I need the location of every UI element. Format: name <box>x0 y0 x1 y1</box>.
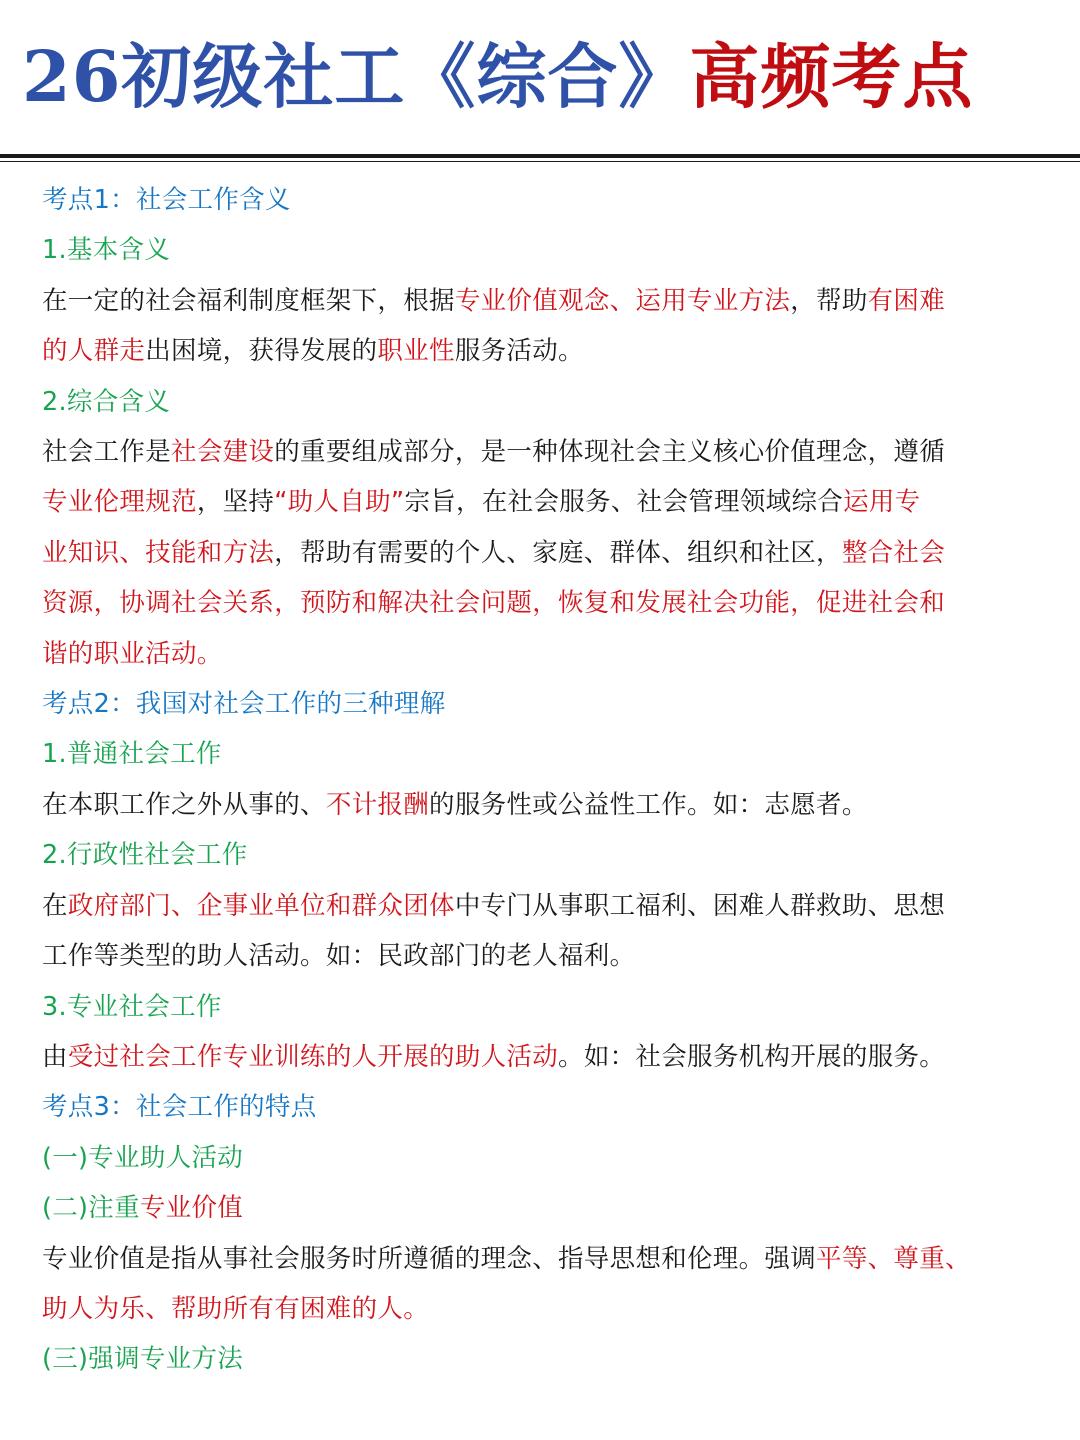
section-heading <box>42 679 1042 729</box>
body-line <box>42 1234 1042 1284</box>
page-header <box>0 0 1080 160</box>
subsection-heading <box>42 729 1042 779</box>
title-highlight: 高频考点 <box>689 35 974 118</box>
text-segment: 2.行政性社会工作 <box>42 840 248 871</box>
notes-content <box>42 175 1042 1385</box>
subsection-heading <box>42 982 1042 1032</box>
highlight-text: 专业价值 <box>139 1193 244 1224</box>
text-segment: 考点1：社会工作含义 <box>42 185 291 215</box>
highlight-text: 平等、尊重、 <box>816 1243 971 1274</box>
highlight-text: 运用专 <box>843 487 921 518</box>
highlight-text: 谐的职业活动。 <box>42 638 223 669</box>
subsection-heading <box>42 830 1042 880</box>
text-segment: 的重要组成部分，是一种体现社会主义核心价值理念，遵循 <box>274 437 946 468</box>
body-line <box>42 1032 1042 1082</box>
highlight-text: 整合社会 <box>841 537 946 568</box>
text-segment: ，坚持 <box>196 487 275 518</box>
text-segment: 在 <box>42 890 68 921</box>
text-segment: 考点2：我国对社会工作的三种理解 <box>42 689 446 720</box>
body-line <box>42 276 1042 326</box>
text-segment: (二)注重 <box>42 1193 140 1224</box>
body-line <box>42 427 1042 477</box>
header-divider-thin <box>0 161 1080 162</box>
body-line <box>42 578 1042 628</box>
text-segment: 在一定的社会福利制度框架下，根据 <box>42 285 455 316</box>
body-line <box>42 326 1042 376</box>
text-segment: 2.综合含义 <box>42 386 171 417</box>
section-heading <box>42 1082 1042 1132</box>
text-segment: 考点3：社会工作的特点 <box>42 1092 317 1123</box>
section-heading <box>42 175 1042 225</box>
highlight-text: 业知识、技能和方法 <box>42 537 275 568</box>
text-segment: 出困境，获得发展的 <box>145 336 378 367</box>
highlight-text: 受过社会工作专业训练的人开展的助人活动 <box>67 1041 559 1072</box>
subsection-heading <box>42 377 1042 427</box>
text-segment: 在本职工作之外从事的、 <box>42 789 326 820</box>
body-line <box>42 629 1042 679</box>
highlight-text: 社会建设 <box>171 437 275 468</box>
title-main: 26初级社工《综合》 <box>22 35 690 118</box>
subsection-heading <box>42 1183 1042 1233</box>
highlight-text: 不计报酬 <box>325 789 430 820</box>
highlight-text: 专业价值观念、运用专业方法 <box>454 285 791 316</box>
text-segment: 1.基本含义 <box>42 235 171 266</box>
highlight-text: 助人为乐、帮助所有有困难的人。 <box>42 1293 430 1324</box>
text-segment: 服务活动。 <box>454 336 584 367</box>
highlight-text: 专业伦理规范 <box>42 487 197 518</box>
body-line <box>42 528 1042 578</box>
text-segment: 3.专业社会工作 <box>42 991 222 1022</box>
subsection-heading <box>42 1133 1042 1183</box>
header-divider-thick <box>0 154 1080 158</box>
text-segment: 由 <box>42 1041 68 1072</box>
highlight-text: 资源，协调社会关系，预防和解决社会问题，恢复和发展社会功能，促进社会和 <box>42 588 946 619</box>
highlight-text: “助人自助” <box>274 487 405 518</box>
text-segment: 宗旨，在社会服务、社会管理领域综合 <box>404 487 844 518</box>
page-title <box>22 22 973 132</box>
highlight-text: 政府部门、企事业单位和群众团体 <box>67 890 455 921</box>
text-segment: 中专门从事职工福利、困难人群救助、思想 <box>454 890 946 921</box>
text-segment: 社会工作是 <box>42 437 172 468</box>
text-segment: ，帮助有需要的个人、家庭、群体、组织和社区， <box>274 537 842 568</box>
highlight-text: 职业性 <box>377 336 455 367</box>
body-line <box>42 931 1042 981</box>
highlight-text: 的人群走 <box>42 336 146 367</box>
body-line <box>42 881 1042 931</box>
body-line <box>42 780 1042 830</box>
text-segment: 1.普通社会工作 <box>42 739 222 770</box>
subsection-heading <box>42 1334 1042 1384</box>
highlight-text: 有困难 <box>867 285 946 316</box>
text-segment: (一)专业助人活动 <box>42 1142 244 1173</box>
subsection-heading <box>42 225 1042 275</box>
body-line <box>42 1284 1042 1334</box>
text-segment: (三)强调专业方法 <box>42 1344 244 1375</box>
body-line <box>42 477 1042 527</box>
text-segment: 。如：社会服务机构开展的服务。 <box>558 1041 946 1072</box>
text-segment: ，帮助 <box>790 285 868 316</box>
text-segment: 工作等类型的助人活动。如：民政部门的老人福利。 <box>42 941 636 972</box>
text-segment: 的服务性或公益性工作。如：志愿者。 <box>429 789 868 820</box>
text-segment: 专业价值是指从事社会服务时所遵循的理念、指导思想和伦理。强调 <box>42 1243 817 1274</box>
